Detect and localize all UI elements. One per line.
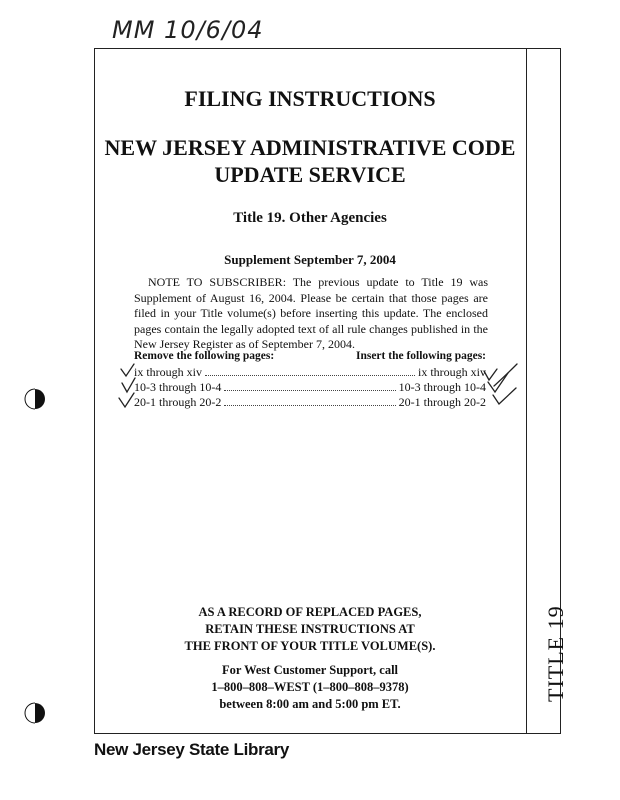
record-line: THE FRONT OF YOUR TITLE VOLUME(S).: [184, 639, 436, 653]
remove-pages: 20-1 through 20-2: [134, 395, 222, 409]
support-phone: 1–800–808–WEST (1–800–808–9378): [211, 680, 409, 694]
note-to-subscriber: NOTE TO SUBSCRIBER: The previous update to Title 19 was Supplement of August 16, 2004. Please be certain that those pages are filed in your Title volume(s) before inserting this update. The enclosed pages contain the legally adopted text of all rule changes published in the New Jersey Register as of September 7, 2004.: [134, 275, 488, 351]
customer-support: [94, 662, 526, 713]
table-row: [134, 380, 486, 395]
remove-pages: 10-3 through 10-4: [134, 380, 222, 394]
page-replacement-table: [134, 350, 486, 410]
handwritten-annotation: MM 10/6/04: [112, 16, 264, 44]
library-stamp: New Jersey State Library: [94, 740, 290, 759]
table-header: [134, 350, 486, 365]
support-hours: between 8:00 am and 5:00 pm ET.: [219, 697, 401, 711]
insert-pages: ix through xiv: [418, 365, 486, 379]
record-line: AS A RECORD OF REPLACED PAGES,: [198, 605, 422, 619]
support-line: For West Customer Support, call: [221, 663, 399, 677]
insert-pages: 20-1 through 20-2: [398, 395, 486, 409]
remove-header: Remove the following pages:: [134, 350, 275, 362]
dot-leader: [205, 375, 415, 376]
table-row: [134, 365, 486, 380]
title-heading: Title 19. Other Agencies: [233, 210, 387, 226]
table-row: [134, 395, 486, 410]
record-instructions: [94, 604, 526, 655]
remove-pages: ix through xiv: [134, 365, 202, 379]
supplement-heading: Supplement September 7, 2004: [224, 252, 396, 267]
insert-header: Insert the following pages:: [355, 350, 486, 362]
dot-leader: [224, 405, 395, 406]
dot-leader: [224, 390, 395, 391]
code-heading-line1: NEW JERSEY ADMINISTRATIVE CODE: [104, 135, 516, 160]
spine-divider: [526, 48, 527, 734]
filing-instructions-heading: FILING INSTRUCTIONS: [184, 86, 436, 111]
spine-label: TITLE 19: [543, 605, 568, 702]
record-line: RETAIN THESE INSTRUCTIONS AT: [205, 622, 415, 636]
insert-pages: 10-3 through 10-4: [398, 380, 486, 394]
code-heading-line2: UPDATE SERVICE: [214, 162, 406, 187]
punch-hole-icon: [24, 702, 46, 724]
punch-hole-icon: [24, 388, 46, 410]
